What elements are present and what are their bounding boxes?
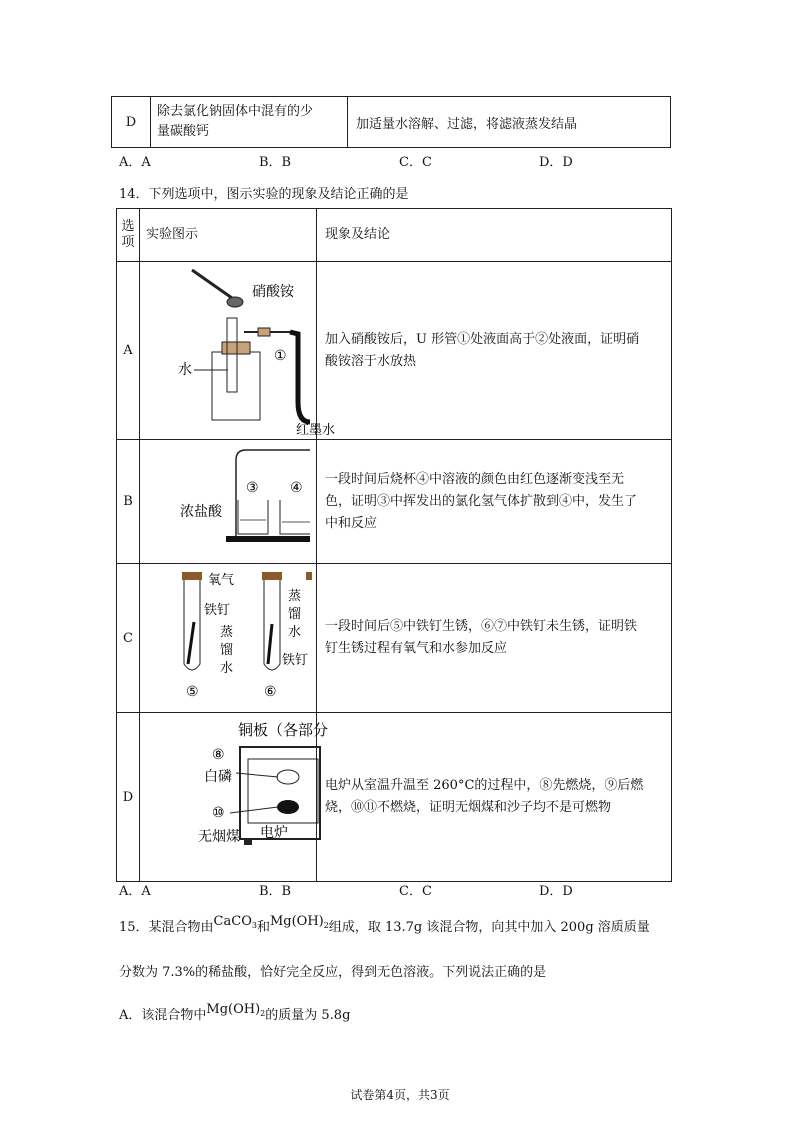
oxygen-label: 氧气 (208, 573, 235, 588)
spoon-handle (192, 270, 232, 298)
q14-header-option-line2: 项 (121, 235, 135, 250)
electric-stove-diagram (140, 713, 329, 881)
q15-option-a-prefix: A．该混合物中 (119, 1008, 207, 1023)
page-footer: 试卷第4页，共3页 (350, 1088, 450, 1102)
stove-label: 电炉 (260, 825, 288, 841)
q14-row-a-conclusion-line2: 酸铵溶于水放热 (325, 353, 417, 369)
nail-1-label: 铁钉 (204, 603, 231, 618)
q13-row-d-desc-line2: 量碳酸钙 (157, 124, 210, 139)
formula-caco3-sub: 3 (251, 921, 257, 930)
q14-header-conclusion: 现象及结论 (317, 209, 672, 262)
q13-option-b[interactable]: B．B (259, 155, 292, 170)
q13-row-d-letter: D (112, 97, 151, 148)
q14-row-b-letter: B (117, 440, 140, 564)
q14-row-b (117, 440, 672, 564)
q14-row-d (117, 713, 672, 882)
q14-row-c (117, 564, 672, 713)
q14-row-b-figure (140, 440, 310, 563)
beaker-bell-jar-diagram (140, 440, 310, 563)
water-label: 水 (178, 362, 192, 378)
q14-row-a-conclusion-line1: 加入硝酸铵后，U 形管①处液面高于②处液面，证明硝 (325, 331, 640, 347)
q14-row-a (117, 262, 672, 440)
q14-row-d-figure-cell (140, 713, 329, 882)
coal-sample (277, 800, 299, 814)
beaker-3 (238, 500, 268, 534)
nail-2-label: 铁钉 (282, 653, 309, 668)
q15-connector: 和 (256, 920, 270, 935)
mark-8: ⑧ (212, 747, 225, 763)
tube-5-stopper (182, 572, 202, 580)
q14-row-a-figure-cell (140, 262, 336, 440)
q14-option-b[interactable]: B．B (259, 884, 292, 899)
q14-row-d-letter: D (117, 713, 140, 882)
q14-option-a[interactable]: A．A (119, 884, 151, 899)
mark-4: ④ (290, 480, 303, 496)
q14-header-figure: 实验图示 (140, 209, 317, 262)
formula-mgoh2-sub: 2 (323, 921, 329, 930)
q14-row-c-figure-cell (140, 564, 317, 713)
q15-option-a-suffix: 的质量为 5.8g (265, 1008, 351, 1023)
q13-table-row-d (111, 96, 671, 148)
formula-caco3-main: CaCO (213, 914, 252, 929)
q14-row-c-conclusion-line1: 一段时间后⑤中铁钉生锈，⑥⑦中铁钉未生锈，证明铁 (325, 619, 638, 634)
water-1-char-c: 水 (220, 661, 234, 676)
base-plate (226, 536, 310, 542)
test-tube (227, 318, 237, 392)
formula-mgoh2-main: Mg(OH) (269, 914, 324, 929)
phosphorus-label: 白磷 (204, 769, 232, 785)
q15-option-a-formula-main: Mg(OH) (206, 1002, 261, 1017)
q14-option-d[interactable]: D．D (539, 884, 573, 899)
q15-option-a[interactable] (119, 1004, 350, 1023)
ammonium-nitrate-apparatus-diagram (140, 262, 336, 439)
q14-header-option (117, 209, 140, 262)
q14-option-c[interactable]: C．C (399, 884, 432, 899)
q14-stem: 14．下列选项中，图示实验的现象及结论正确的是 (119, 187, 409, 202)
q14-row-d-conclusion (317, 713, 672, 882)
tube-7-stopper-partial (306, 572, 312, 580)
water-2-char-c: 水 (288, 625, 302, 640)
q14-row-a-conclusion (317, 262, 672, 440)
q14-row-c-conclusion (317, 564, 672, 713)
bottle (212, 352, 260, 420)
q15-stem-line1 (119, 916, 650, 935)
acid-label: 浓盐酸 (180, 504, 222, 520)
tube-5 (184, 580, 200, 670)
q14-row-b-conclusion-line2: 色，证明③中挥发出的氯化氢气体扩散到④中，发生了 (325, 493, 638, 509)
q15-stem-rest: 组成，取 13.7g 该混合物，向其中加入 200g 溶质质量 (328, 920, 650, 935)
q14-row-d-conclusion-line1: 电炉从室温升温至 260°C的过程中，⑧先燃烧，⑨后燃 (325, 778, 644, 793)
q13-option-a[interactable]: A．A (119, 155, 151, 170)
q13-option-c[interactable]: C．C (399, 155, 432, 170)
mark-1: ① (274, 348, 287, 364)
stove-top (248, 759, 318, 823)
q14-row-b-figure-cell (140, 440, 317, 564)
tube-6-nail (268, 624, 272, 664)
tube-5-nail (188, 622, 194, 664)
q14-row-c-conclusion-line2: 钉生锈过程有氧气和水参加反应 (325, 641, 508, 656)
q15-stem-line2: 分数为 7.3%的稀盐酸，恰好完全反应，得到无色溶液。下列说法正确的是 (119, 965, 547, 980)
u-tube (290, 332, 310, 422)
mark-3: ③ (246, 480, 259, 496)
mark-6: ⑥ (264, 684, 277, 700)
mark-10: ⑩ (212, 805, 225, 821)
ink-label: 红墨水 (296, 423, 336, 438)
reagent-label: 硝酸铵 (252, 284, 294, 300)
q14-row-b-conclusion (317, 440, 672, 564)
mark-5: ⑤ (186, 684, 199, 700)
formula-mgoh2 (269, 914, 329, 935)
tube-6-stopper (262, 572, 282, 580)
plate-label: 铜板（各部分 (238, 721, 329, 739)
q14-row-d-conclusion-line2: 烧，⑩⑪不燃烧，证明无烟煤和沙子均不是可燃物 (325, 800, 612, 815)
rubber-joint (258, 328, 270, 336)
q14-row-a-letter: A (117, 262, 140, 440)
q14-row-c-letter: C (117, 564, 140, 713)
q14-row-d-figure (140, 713, 329, 881)
q14-header-row (117, 209, 672, 262)
water-2-char-a: 蒸 (288, 589, 302, 604)
q13-row-d-description (151, 97, 348, 148)
q13-row-d-desc-line1: 除去氯化钠固体中混有的少 (157, 104, 314, 119)
phosphorus-pointer (236, 773, 278, 777)
q15-option-a-formula-sub: 2 (260, 1009, 266, 1018)
q14-header-option-line1: 选 (121, 219, 135, 234)
coal-label: 无烟煤 (198, 829, 240, 845)
q14-row-c-figure (140, 564, 310, 712)
formula-caco3 (213, 914, 257, 935)
white-phosphorus-sample (277, 770, 299, 784)
coal-pointer (230, 807, 278, 813)
stopper (222, 342, 250, 354)
q14-row-b-conclusion-line1: 一段时间后烧杯④中溶液的颜色由红色逐渐变浅至无 (325, 471, 625, 487)
beaker-4 (280, 500, 310, 534)
q14-row-b-conclusion-line3: 中和反应 (325, 515, 378, 531)
q13-option-d[interactable]: D．D (539, 155, 573, 170)
iron-nail-test-tubes-diagram (140, 564, 310, 712)
q15-option-a-formula (206, 1002, 266, 1023)
q15-prefix: 15．某混合物由 (119, 920, 214, 935)
water-2-char-b: 馏 (288, 607, 302, 622)
water-1-char-a: 蒸 (220, 625, 234, 640)
q14-row-a-figure (140, 262, 336, 439)
stove-foot (244, 839, 252, 845)
q13-row-d-method: 加适量水溶解、过滤，将滤液蒸发结晶 (348, 97, 671, 148)
spoon-bowl (227, 297, 243, 307)
water-1-char-b: 馏 (220, 643, 234, 658)
q14-table (116, 208, 672, 882)
